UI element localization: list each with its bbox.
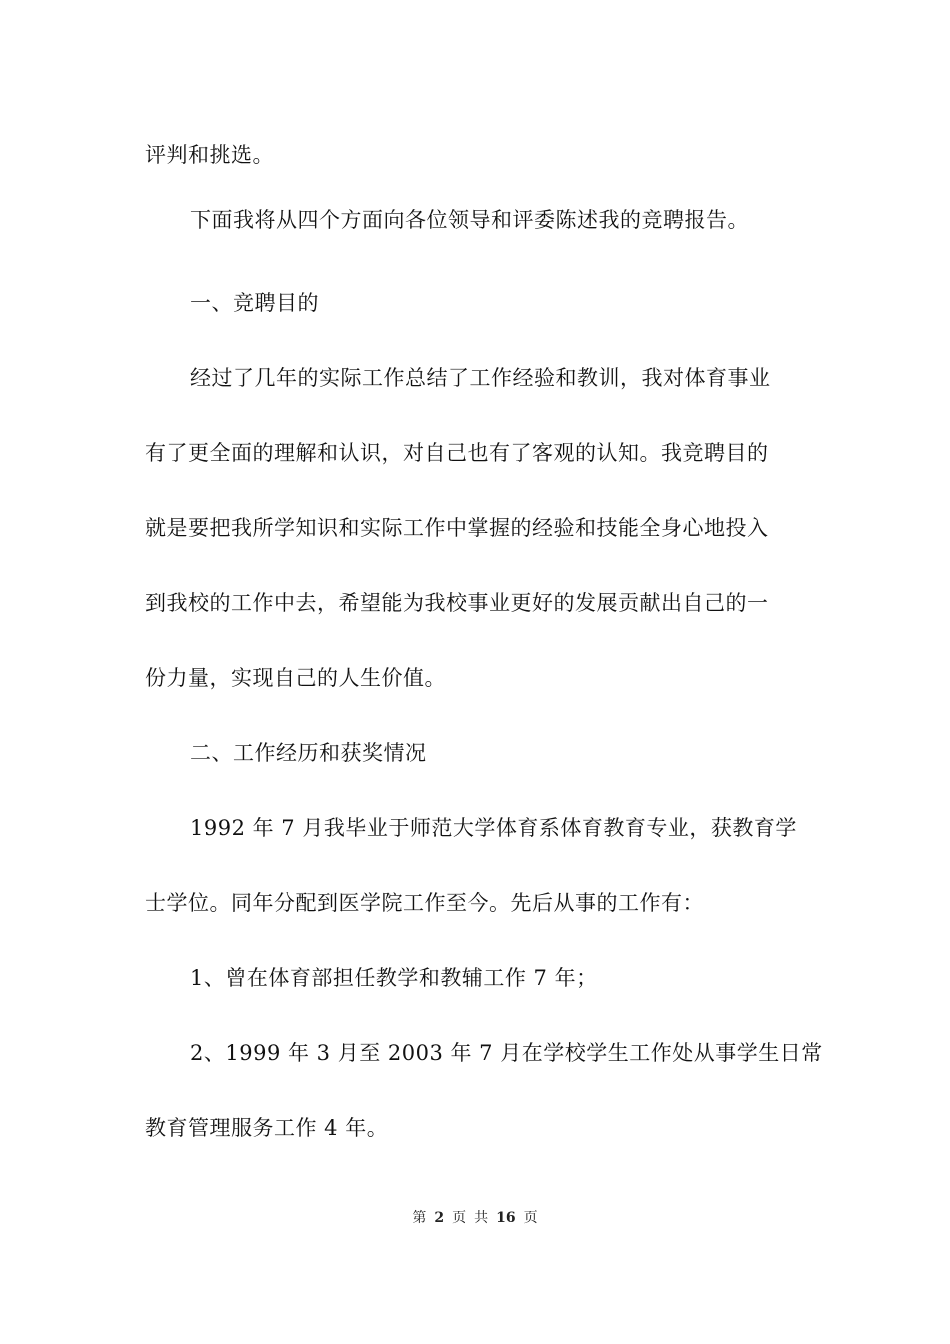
total-pages: 16 <box>496 1210 516 1226</box>
footer-middle1: 页 <box>452 1210 467 1226</box>
section-heading: 一、竞聘目的 <box>190 291 319 315</box>
page-footer <box>0 1208 950 1228</box>
footer-prefix: 第 <box>412 1210 427 1226</box>
paragraph-line: 到我校的工作中去，希望能为我校事业更好的发展贡献出自己的一 <box>145 591 769 615</box>
footer-middle2: 共 <box>474 1210 489 1226</box>
paragraph-line: 士学位。同年分配到医学院工作至今。先后从事的工作有： <box>145 891 704 915</box>
paragraph-line: 就是要把我所学知识和实际工作中掌握的经验和技能全身心地投入 <box>145 516 769 540</box>
paragraph-line: 下面我将从四个方面向各位领导和评委陈述我的竞聘报告。 <box>190 208 749 232</box>
paragraph-line: 1992 年 7 月我毕业于师范大学体育系体育教育专业，获教育学 <box>190 816 797 840</box>
section-heading: 二、工作经历和获奖情况 <box>190 741 427 765</box>
list-item: 1、曾在体育部担任教学和教辅工作 7 年； <box>190 966 598 990</box>
paragraph-line: 有了更全面的理解和认识，对自己也有了客观的认知。我竞聘目的 <box>145 441 769 465</box>
list-item: 2、1999 年 3 月至 2003 年 7 月在学校学生工作处从事学生日常 <box>190 1041 823 1065</box>
paragraph-line: 经过了几年的实际工作总结了工作经验和教训，我对体育事业 <box>190 366 771 390</box>
paragraph-line: 份力量，实现自己的人生价值。 <box>145 666 446 690</box>
paragraph-line: 教育管理服务工作 4 年。 <box>145 1116 389 1140</box>
page-number: 2 <box>434 1210 445 1226</box>
paragraph-line: 评判和挑选。 <box>145 143 274 167</box>
footer-suffix: 页 <box>523 1210 538 1226</box>
